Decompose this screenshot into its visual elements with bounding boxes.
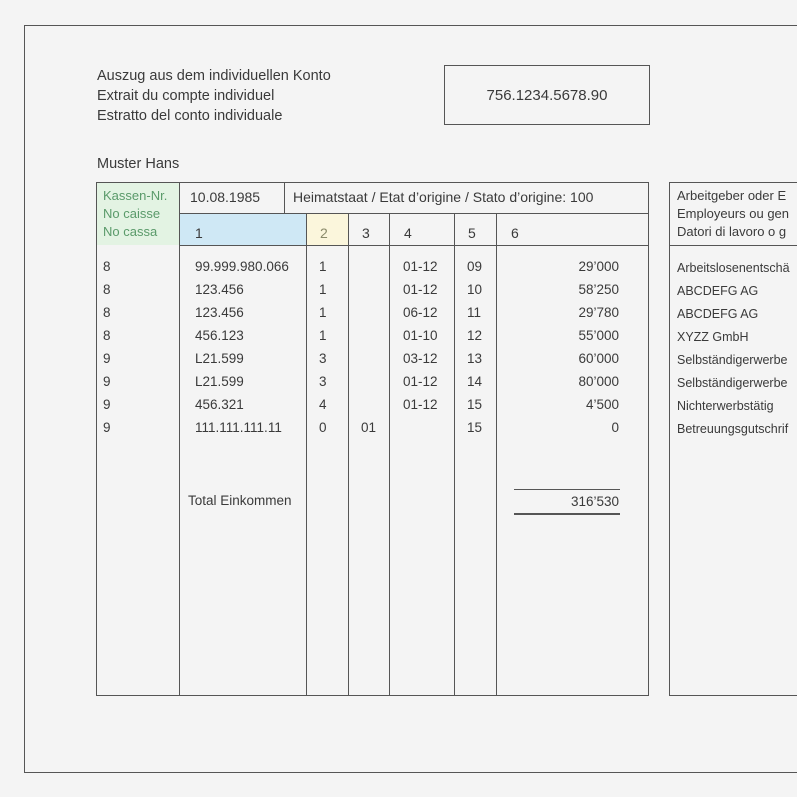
- employer-row: ABCDEFG AG: [677, 284, 759, 298]
- cell-c4: 06-12: [403, 305, 438, 320]
- cell-c4: 01-10: [403, 328, 438, 343]
- origin-state: Heimatstaat / Etat d’origine / Stato d’origine: 100: [293, 189, 594, 205]
- title-german: Auszug aus dem individuellen Konto: [97, 68, 331, 84]
- employer-header-it: Datori di lavoro o g: [677, 224, 787, 239]
- employer-row: XYZZ GmbH: [677, 330, 749, 344]
- kassen-label-it: No cassa: [103, 224, 158, 239]
- cell-kasse: 8: [103, 282, 111, 297]
- employer-table: [669, 182, 797, 696]
- cell-c1: 456.123: [195, 328, 244, 343]
- cell-amount: 4’500: [585, 397, 619, 412]
- employer-row: Betreuungsgutschrif: [677, 422, 789, 436]
- cell-c2: 1: [319, 305, 327, 320]
- employer-row: Selbständigerwerbe: [677, 376, 788, 390]
- cell-c1: 123.456: [195, 282, 244, 297]
- kassen-label-de: Kassen-Nr.: [103, 188, 168, 203]
- col-divider-1: [306, 213, 307, 696]
- cell-c1: 111.111.111.11: [195, 420, 282, 435]
- cell-c5: 10: [467, 282, 483, 297]
- col-divider-2: [348, 213, 349, 696]
- cell-kasse: 8: [103, 305, 111, 320]
- cell-amount: 29’780: [578, 305, 619, 320]
- employer-row: Selbständigerwerbe: [677, 353, 788, 367]
- col-divider-0: [179, 182, 180, 696]
- cell-c4: 01-12: [403, 259, 438, 274]
- employer-row: ABCDEFG AG: [677, 307, 759, 321]
- cell-c4: 01-12: [403, 282, 438, 297]
- column-number-6: 6: [511, 225, 519, 241]
- employer-header-fr: Employeurs ou gen: [677, 206, 790, 221]
- cell-c3: 01: [361, 420, 377, 435]
- column-number-2: 2: [320, 225, 328, 241]
- cell-kasse: 9: [103, 374, 111, 389]
- cell-kasse: 8: [103, 259, 111, 274]
- cell-c5: 11: [467, 305, 482, 320]
- cell-amount: 60’000: [578, 351, 619, 366]
- kassen-header-cell: [97, 183, 179, 245]
- person-name: Muster Hans: [97, 156, 180, 172]
- column-number-4: 4: [404, 225, 412, 241]
- title-italian: Estratto del conto individuale: [97, 108, 283, 124]
- cell-amount: 0: [611, 420, 619, 435]
- cell-kasse: 9: [103, 351, 111, 366]
- cell-amount: 80’000: [578, 374, 619, 389]
- employer-header-line: [670, 245, 797, 246]
- cell-c4: 01-12: [403, 397, 438, 412]
- cell-amount: 55’000: [578, 328, 619, 343]
- header-bottom-line: [180, 245, 649, 246]
- col-divider-3: [389, 213, 390, 696]
- ahv-number-box: [444, 65, 650, 125]
- column-number-5: 5: [468, 225, 476, 241]
- cell-c2: 1: [319, 282, 327, 297]
- cell-c5: 14: [467, 374, 483, 389]
- cell-c4: 01-12: [403, 374, 438, 389]
- employer-row: Arbeitslosenentschä: [677, 261, 790, 275]
- cell-c2: 0: [319, 420, 327, 435]
- cell-c2: 1: [319, 259, 327, 274]
- cell-c5: 12: [467, 328, 483, 343]
- column-number-1: 1: [195, 225, 203, 241]
- cell-c5: 15: [467, 397, 483, 412]
- col-divider-4: [454, 213, 455, 696]
- cell-amount: 29’000: [578, 259, 619, 274]
- cell-kasse: 9: [103, 420, 111, 435]
- total-label: Total Einkommen: [188, 493, 292, 508]
- kassen-label-fr: No caisse: [103, 206, 161, 221]
- cell-amount: 58’250: [578, 282, 619, 297]
- cell-kasse: 8: [103, 328, 111, 343]
- cell-c5: 09: [467, 259, 483, 274]
- cell-kasse: 9: [103, 397, 111, 412]
- total-double-line: [514, 513, 620, 515]
- cell-c2: 4: [319, 397, 327, 412]
- birth-date: 10.08.1985: [190, 189, 261, 205]
- column-number-3: 3: [362, 225, 370, 241]
- cell-c1: 99.999.980.066: [195, 259, 289, 274]
- cell-c2: 3: [319, 351, 327, 366]
- cell-c1: L21.599: [195, 351, 244, 366]
- cell-c5: 13: [467, 351, 483, 366]
- header-divider: [180, 213, 649, 214]
- total-value: 316’530: [570, 494, 619, 509]
- col-divider-5: [496, 213, 497, 696]
- cell-c1: 456.321: [195, 397, 244, 412]
- cell-c4: 03-12: [403, 351, 438, 366]
- ahv-number: 756.1234.5678.90: [486, 86, 608, 104]
- total-top-line: [514, 489, 620, 490]
- cell-c2: 1: [319, 328, 327, 343]
- title-french: Extrait du compte individuel: [97, 88, 275, 104]
- cell-c1: L21.599: [195, 374, 244, 389]
- cell-c5: 15: [467, 420, 483, 435]
- employer-row: Nichterwerbstätig: [677, 399, 774, 413]
- birthdate-divider: [284, 182, 285, 213]
- employer-header-de: Arbeitgeber oder E: [677, 188, 787, 203]
- cell-c2: 3: [319, 374, 327, 389]
- cell-c1: 123.456: [195, 305, 244, 320]
